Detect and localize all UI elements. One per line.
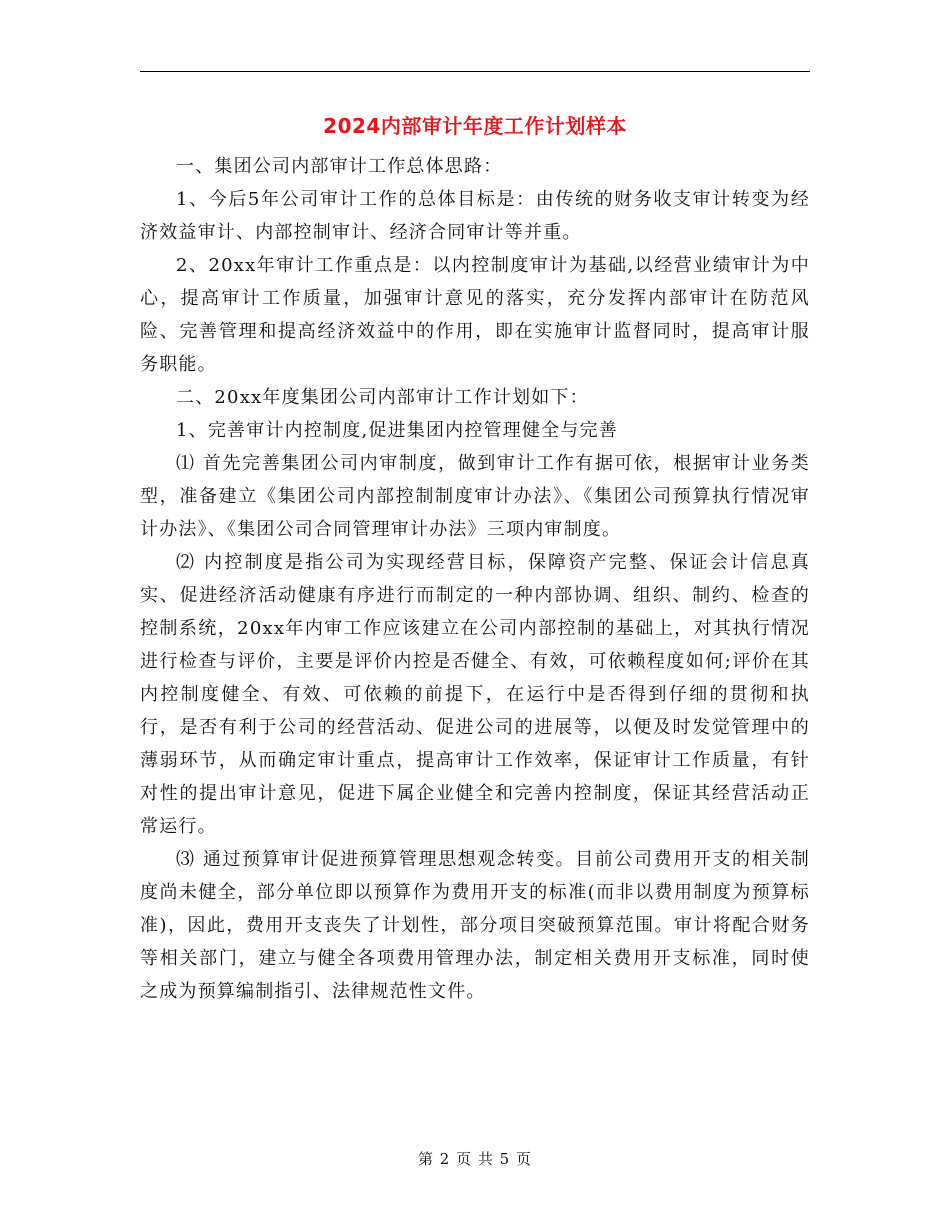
document-body (140, 150, 810, 1008)
header-rule (140, 71, 810, 72)
section-heading-1: 一、集团公司内部审计工作总体思路： (176, 156, 503, 177)
page-number-footer: 第 2 页 共 5 页 (418, 1150, 532, 1168)
paragraph-item-3: ⑶ 通过预算审计促进预算管理思想观念转变。目前公司费用开支的相关制度尚未健全，部分单位即以预算作为费用开支的标准(而非以费用制度为预算标准)，因此，费用开支丧失了计划性，部分项目突破预算范围。审计将配合财务等相关部门，建立与健全各项费用管理办法，制定相关费用开支标准，同时使之成为预算编制指引、法律规范性文件。 (140, 849, 810, 1002)
paragraph-key-focus: 2、20xx年审计工作重点是：以内控制度审计为基础,以经营业绩审计为中心，提高审计工作质量，加强审计意见的落实，充分发挥内部审计在防范风险、完善管理和提高经济效益中的作用，即在实施审计监督同时，提高审计服务职能。 (140, 255, 810, 375)
paragraph-item-2: ⑵ 内控制度是指公司为实现经营目标，保障资产完整、保证会计信息真实、促进经济活动健康有序进行而制定的一种内部协调、组织、制约、检查的控制系统，20xx年内审工作应该建立在公司内部控制的基础上，对其执行情况进行检查与评价，主要是评价内控是否健全、有效，可依赖程度如何;评价在其内控制度健全、有效、可依赖的前提下，在运行中是否得到仔细的贯彻和执行，是否有利于公司的经营活动、促进公司的进展等，以便及时发觉管理中的薄弱环节，从而确定审计重点，提高审计工作效率，保证审计工作质量，有针对性的提出审计意见，促进下属企业健全和完善内控制度，保证其经营活动正常运行。 (140, 552, 810, 837)
section-heading-2: 二、20xx年度集团公司内部审计工作计划如下： (176, 387, 589, 408)
paragraph-overall-goal: 1、今后5年公司审计工作的总体目标是：由传统的财务收支审计转变为经济效益审计、内部控制审计、经济合同审计等并重。 (140, 189, 810, 243)
paragraph-item-1: ⑴ 首先完善集团公司内审制度，做到审计工作有据可依，根据审计业务类型，准备建立《集团公司内部控制制度审计办法》、《集团公司预算执行情况审计办法》、《集团公司合同管理审计办法》三项内审制度。 (140, 453, 810, 540)
document-title: 2024内部审计年度工作计划样本 (323, 114, 627, 138)
subheading-internal-control: 1、完善审计内控制度,促进集团内控管理健全与完善 (176, 420, 618, 441)
